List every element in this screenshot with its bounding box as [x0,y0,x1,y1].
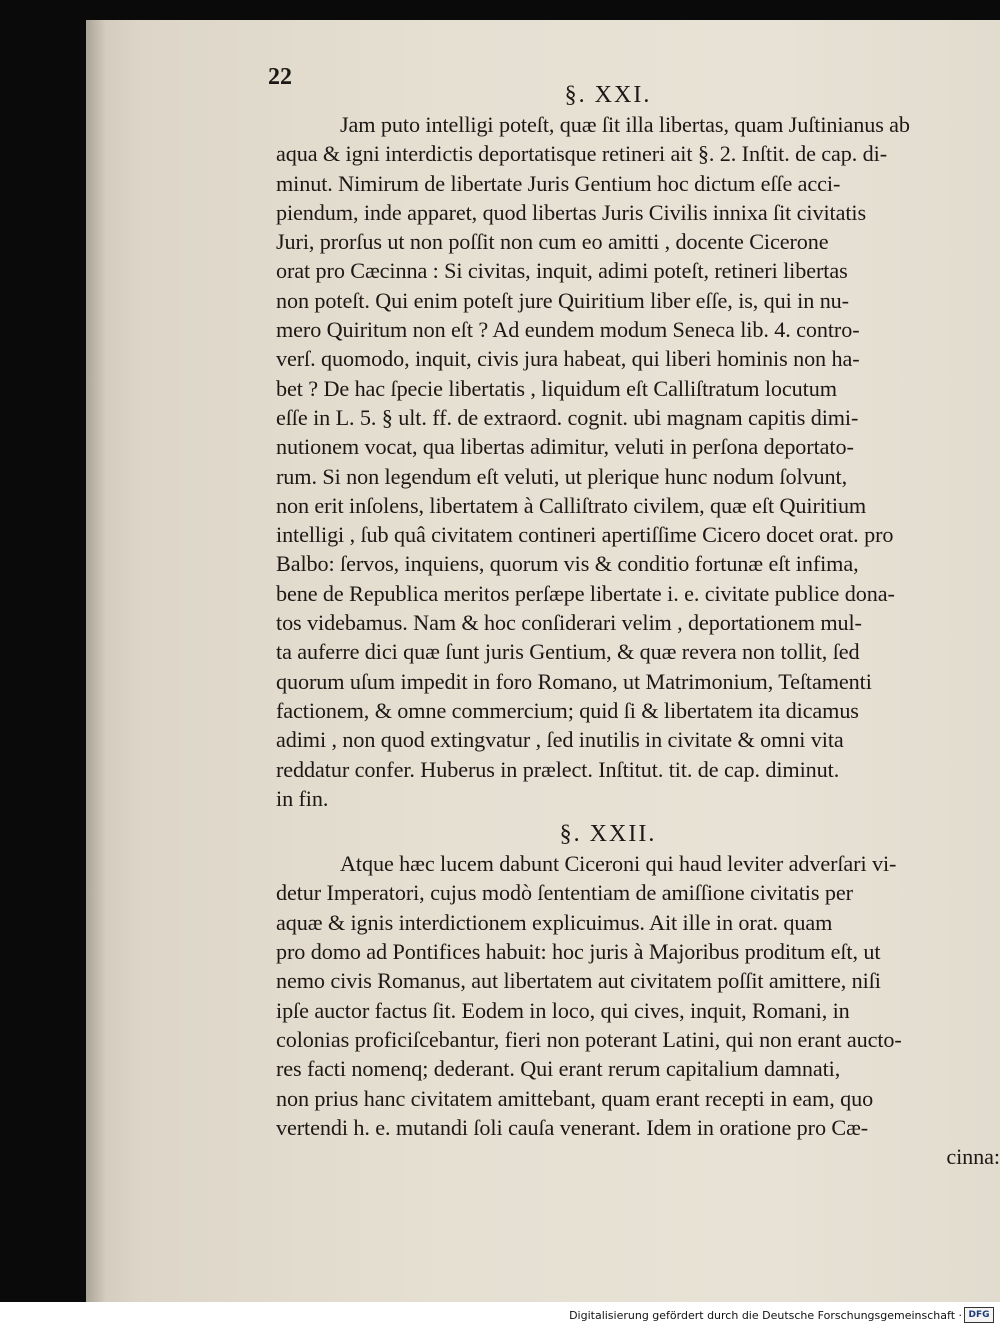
text-line: non prius hanc civitatem amittebant, quam erant recepti in eam, quo [276,1085,874,1111]
page-number: 22 [268,64,292,90]
text-line: bene de Republica meritos perſæpe libertate i. e. civitate publice dona- [276,580,895,606]
text-line: rum. Si non legendum eſt veluti, ut plerique hunc nodum ſolvunt, [276,463,848,489]
text-line: nemo civis Romanus, aut libertatem aut civitatem poſſit amittere, niſi [276,968,881,994]
text-line: vertendi h. e. mutandi ſoli cauſa venerant. Idem in oratione pro Cæ- [276,1114,869,1140]
text-line: piendum, inde apparet, quod libertas Juris Civilis innixa ſit civitatis [276,199,867,225]
text-line: reddatur confer. Huberus in prælect. Inſtitut. tit. de cap. diminut. [276,756,840,782]
text-line: aqua & igni interdictis deportatisque retineri ait §. 2. Inſtit. de cap. di- [276,141,888,167]
text-line: mero Quiritum non eſt ? Ad eundem modum Seneca lib. 4. contro- [276,317,860,343]
text-line: detur Imperatori, cujus modò ſententiam de amiſſione civitatis per [276,880,853,906]
section-xxi-body [276,110,1000,813]
page-text [276,80,1000,1171]
text-line: verſ. quomodo, inquit, civis jura habeat, qui liberi hominis non ha- [276,346,860,372]
section-xxii-body [276,849,1000,1171]
text-line: adimi , non quod extingvatur , ſed inutilis in civitate & omni vita [276,727,844,753]
text-line: minut. Nimirum de libertate Juris Gentium hoc dictum eſſe acci- [276,170,841,196]
section-heading-xxii: §. XXII. [559,821,657,848]
text-line: intelligi , ſub quâ civitatem contineri apertiſſime Cicero docet orat. pro [276,522,894,548]
text-line: Jam puto intelligi poteſt, quæ ſit illa libertas, quam Juſtinianus ab [340,112,910,137]
text-line: factionem, & omne commercium; quid ſi & libertatem ita dicamus [276,697,859,723]
text-line: non poteſt. Qui enim poteſt jure Quiritium liber eſſe, is, qui in nu- [276,287,849,313]
text-line: bet ? De hac ſpecie libertatis , liquidum eſt Calliſtratum locutum [276,375,837,401]
text-line: Balbo: ſervos, inquiens, quorum vis & conditio fortunæ eſt infima, [276,551,859,577]
text-line: Atque hæc lucem dabunt Ciceroni qui haud leviter adverſari vi- [340,851,897,877]
text-line: orat pro Cæcinna : Si civitas, inquit, adimi poteſt, retineri libertas [276,258,848,284]
text-line: nutionem vocat, qua libertas adimitur, veluti in perſona deportato- [276,434,854,460]
text-line: Juri, prorſus ut non poſſit non cum eo amitti , docente Cicerone [276,229,829,255]
section-heading-xxi: §. XXI. [564,82,652,108]
text-line: cinna: [946,1144,1000,1170]
text-line: colonias proficiſcebantur, fieri non poterant Latini, qui non erant aucto- [276,1026,902,1052]
text-line: eſſe in L. 5. § ult. ff. de extraord. cognit. ubi magnam capitis dimi- [276,404,859,430]
footer-bar [0,1302,1000,1328]
text-line: ipſe auctor factus ſit. Eodem in loco, qui cives, inquit, Romani, in [276,997,850,1023]
text-line: aquæ & ignis interdictionem explicuimus. Ait ille in orat. quam [276,909,833,935]
funding-credit: Digitalisierung gefördert durch die Deutsche Forschungsgemeinschaft · [569,1309,962,1322]
text-line: quorum uſum impedit in foro Romano, ut Matrimonium, Teſtamenti [276,668,872,694]
text-line: in fin. [276,785,329,811]
text-line: tos videbamus. Nam & hoc conſiderari velim , deportationem mul- [276,610,862,636]
text-line: non erit inſolens, libertatem à Calliſtrato civilem, quæ eſt Quiritium [276,492,867,518]
page-gutter-shadow [86,20,106,1302]
text-line: res facti nomenq; dederant. Qui erant rerum capitalium damnati, [276,1056,841,1082]
text-line: pro domo ad Pontifices habuit: hoc juris à Majoribus proditum eſt, ut [276,939,881,965]
text-line: ta auferre dici quæ ſunt juris Gentium, & quæ revera non tollit, ſed [276,639,860,665]
dfg-logo-icon: DFG [964,1307,994,1323]
